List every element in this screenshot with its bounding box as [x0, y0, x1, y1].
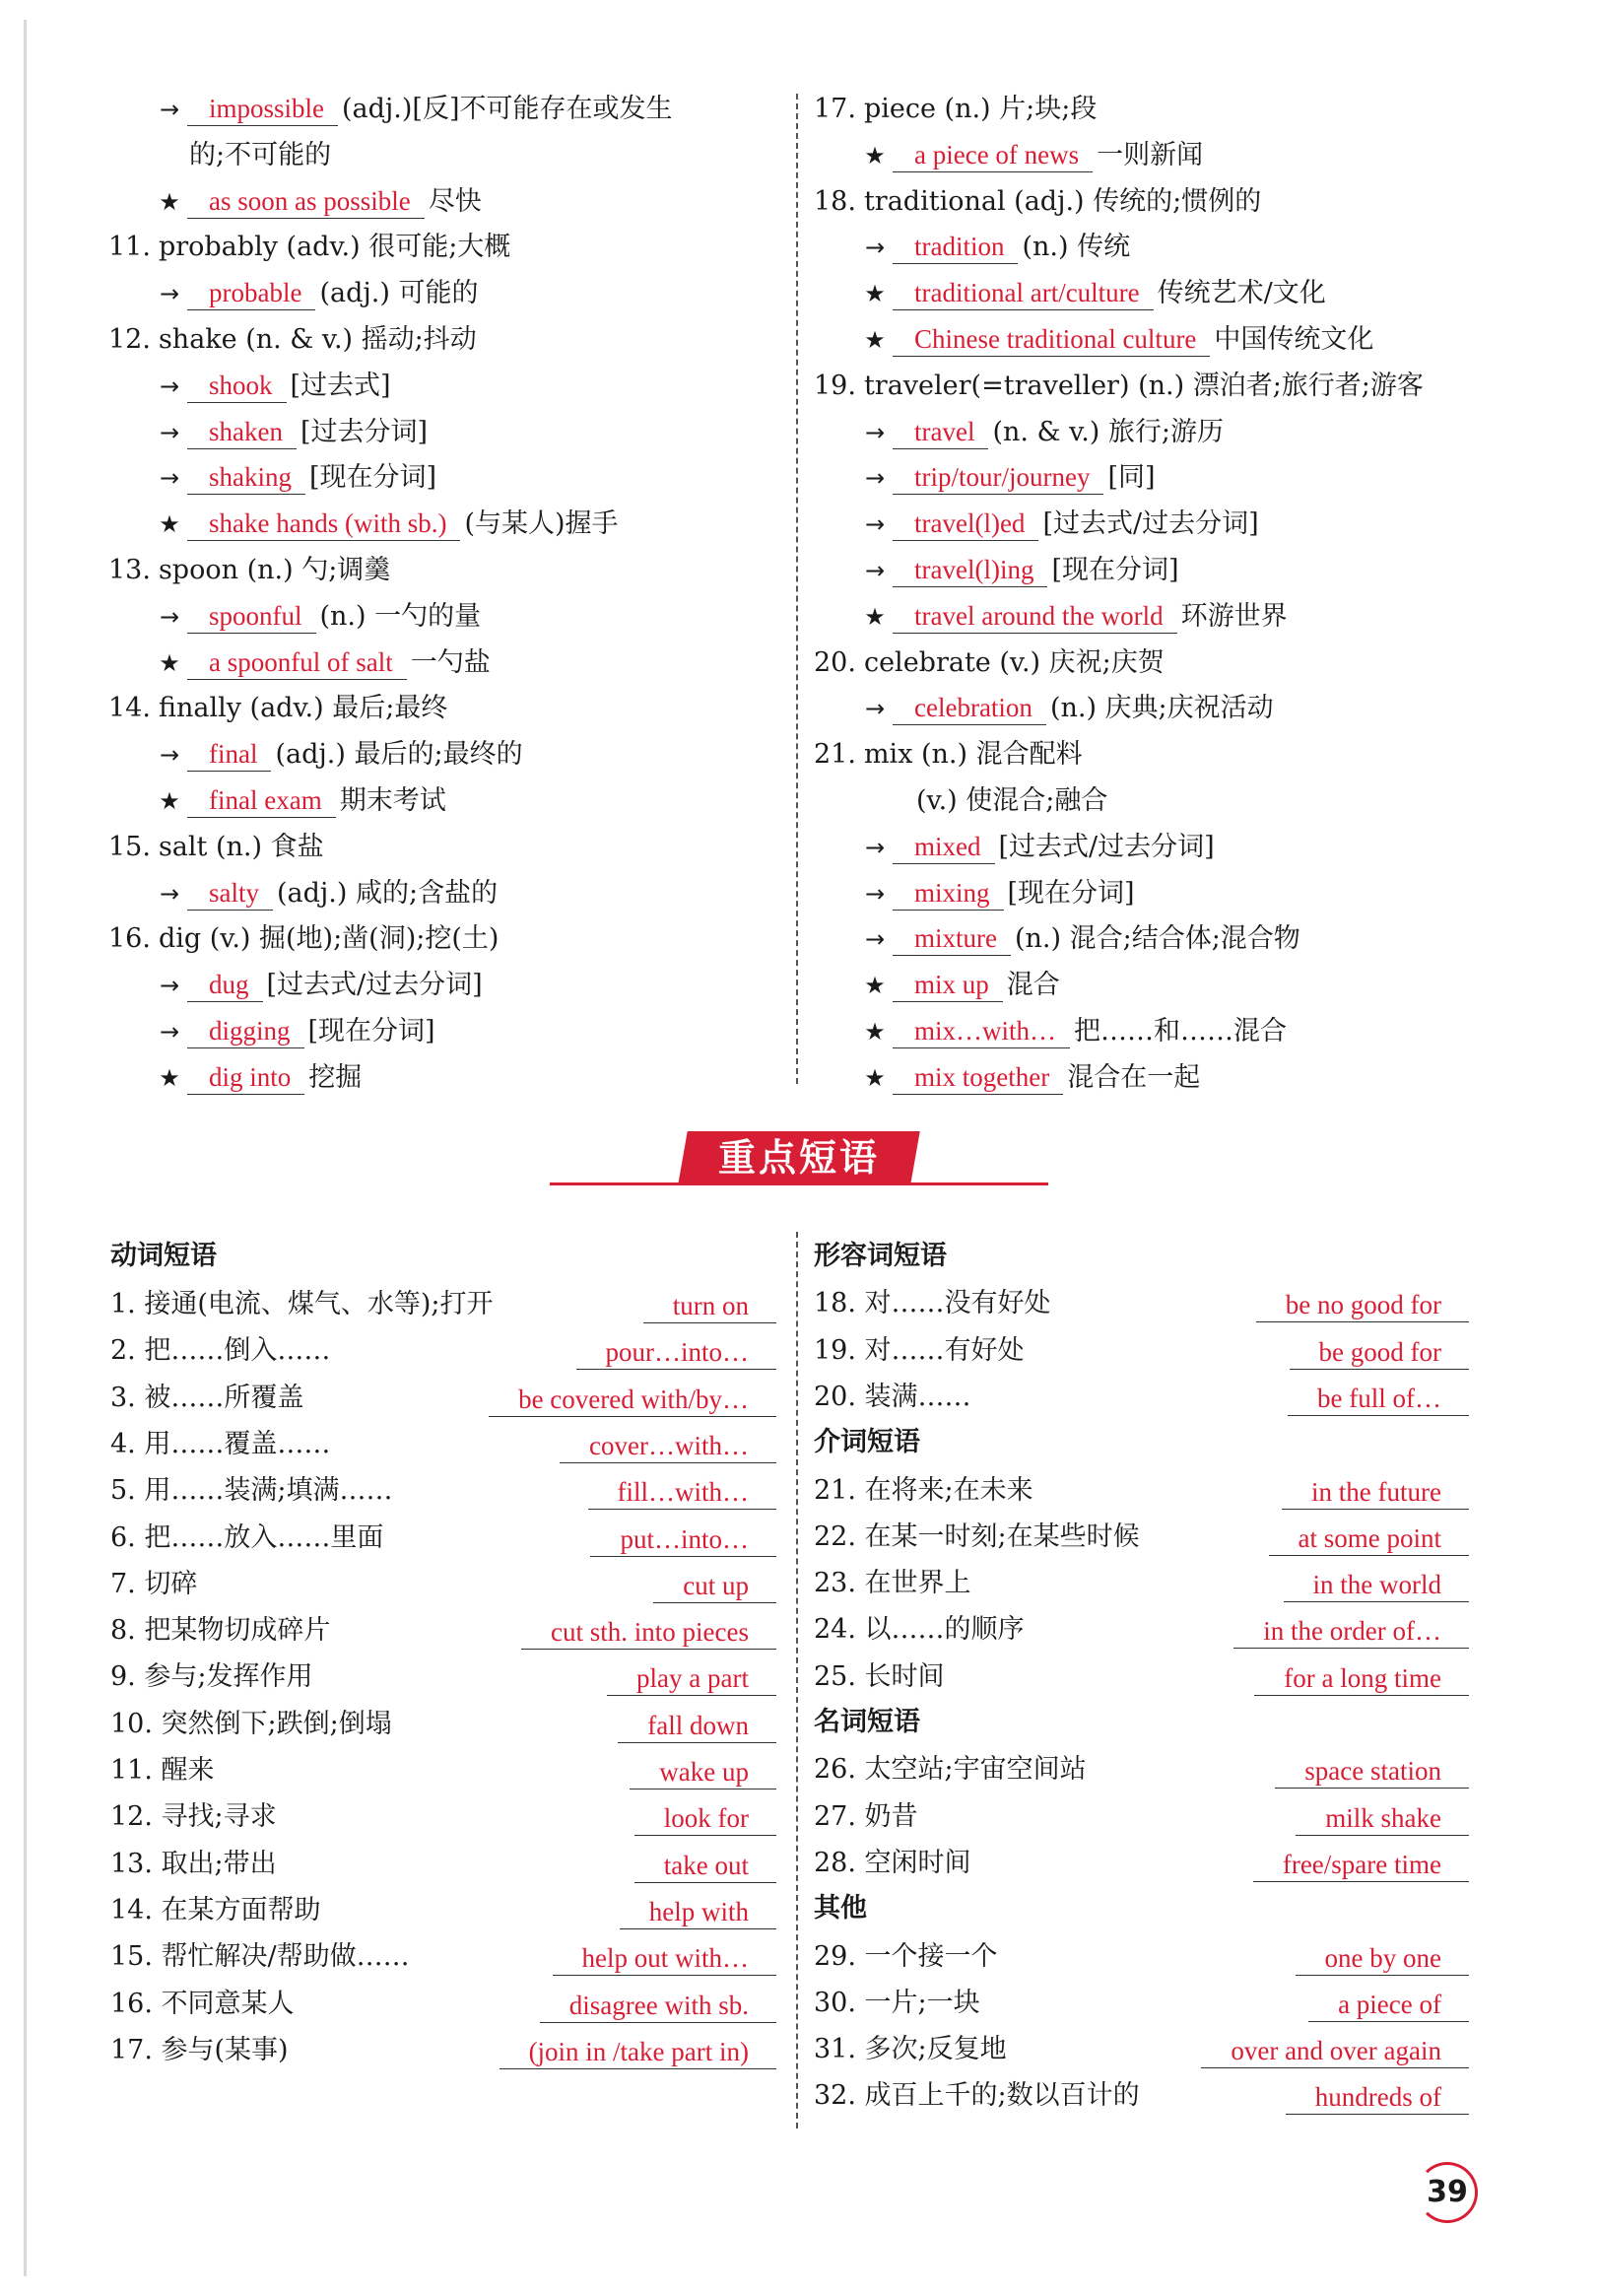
phrase-answer: be good for [1290, 1335, 1469, 1370]
page-edge-rule [24, 20, 27, 2276]
answer-blank: Chinese traditional culture [893, 322, 1210, 357]
vocab-line [814, 225, 1484, 271]
phrase-answer: be no good for [1256, 1288, 1469, 1322]
answer-blank: shaken [187, 415, 297, 449]
vocab-line [814, 87, 1484, 133]
vocab-line [814, 871, 1484, 917]
entry-text: piece (n.) 片;块;段 [863, 94, 1098, 124]
entry-text: 一则新闻 [1097, 139, 1204, 170]
phrase-answer: disagree with sb. [540, 1989, 776, 2023]
phrase-answer: help out with… [553, 1941, 777, 1976]
phrase-chinese: 12. 寻找;寻求 [110, 1801, 277, 1833]
entry-text: [过去式/过去分词] [998, 831, 1215, 862]
phrase-chinese: 25. 长时间 [814, 1660, 945, 1692]
phrase-answer: one by one [1296, 1941, 1469, 1976]
arrow-icon: → [864, 879, 886, 908]
vocab-line [814, 594, 1484, 641]
vocab-line [108, 825, 786, 871]
phrase-row [110, 1981, 776, 2027]
phrase-row [814, 1746, 1469, 1792]
phrase-chinese: 4. 用……覆盖…… [110, 1428, 331, 1459]
entry-text: salt (n.) 食盐 [158, 831, 324, 862]
phrase-chinese: 6. 把……放入……里面 [110, 1521, 384, 1553]
arrow-icon: → [159, 602, 180, 631]
entry-text: 环游世界 [1180, 600, 1288, 632]
vocab-line [108, 871, 786, 917]
vocab-line [814, 641, 1484, 687]
phrase-answer: look for [634, 1801, 776, 1836]
vocab-line [108, 548, 786, 594]
phrase-answer: put…into… [590, 1522, 776, 1557]
entry-text: (v.) 使混合;融合 [916, 784, 1108, 816]
entry-text: 混合 [1006, 970, 1060, 1001]
phrase-chinese: 32. 成百上千的;数以百计的 [814, 2080, 1140, 2112]
phrase-row [110, 1467, 776, 1514]
phrase-answer: play a part [607, 1661, 776, 1696]
vocab-line [814, 410, 1484, 456]
phrase-chinese: 5. 用……装满;填满…… [110, 1475, 393, 1507]
entry-text: [现在分词] [307, 1015, 435, 1047]
phrase-answer: turn on [643, 1289, 776, 1323]
entry-text: 尽快 [428, 185, 482, 217]
phrase-row [110, 1887, 776, 1933]
phrase-chinese: 8. 把某物切成碎片 [110, 1615, 331, 1647]
entry-number: 19. [814, 370, 856, 401]
arrow-icon: → [159, 464, 180, 493]
phrase-chinese: 29. 一个接一个 [814, 1940, 998, 1972]
star-icon: ★ [864, 1063, 886, 1092]
entry-number: 13. [108, 554, 151, 585]
entry-text: 挖掘 [308, 1061, 363, 1093]
answer-blank: tradition [893, 230, 1018, 264]
phrase-row [110, 1841, 776, 1887]
section-banner [550, 1131, 1048, 1190]
arrow-icon: → [159, 371, 180, 400]
entry-text: (adj.) 可能的 [319, 278, 479, 309]
answer-blank: shook [187, 369, 287, 403]
star-icon: ★ [159, 187, 180, 216]
vocab-line [814, 686, 1484, 732]
answer-blank: mix up [893, 968, 1003, 1002]
vocab-line [814, 1055, 1484, 1102]
answer-blank: impossible [187, 92, 338, 126]
entry-text: [同] [1107, 462, 1156, 494]
entry-number: 11. [108, 232, 151, 263]
phrase-category-heading: 名词短语 [814, 1707, 920, 1737]
entry-text: [过去式/过去分词] [266, 970, 483, 1001]
vocab-line [108, 87, 786, 133]
arrow-icon: → [159, 972, 180, 1000]
vocab-line [814, 271, 1484, 317]
phrase-chinese: 11. 醒来 [110, 1755, 215, 1786]
vocab-line [108, 317, 786, 364]
phrase-row [110, 2027, 776, 2073]
phrase-chinese: 13. 取出;带出 [110, 1848, 277, 1879]
entry-text: [现在分词] [1051, 554, 1179, 585]
phrase-answer: be full of… [1288, 1382, 1469, 1416]
vocab-line [814, 455, 1484, 502]
entry-number: 14. [108, 693, 151, 724]
answer-blank: shake hands (with sb.) [187, 506, 460, 541]
answer-blank: travel(l)ed [893, 506, 1038, 541]
phrase-answer: in the world [1284, 1568, 1469, 1602]
answer-blank: trip/tour/journey [893, 460, 1103, 495]
phrase-answer: take out [634, 1849, 776, 1883]
phrase-answer: a piece of [1308, 1988, 1469, 2022]
answer-blank: travel(l)ing [893, 553, 1047, 587]
vocab-line [814, 778, 1484, 825]
phrase-chinese: 7. 切碎 [110, 1568, 198, 1599]
vocab-column-right [814, 87, 1484, 1102]
entry-text: probably (adv.) 很可能;大概 [158, 232, 511, 263]
star-icon: ★ [864, 1017, 886, 1046]
vocab-line [814, 502, 1484, 548]
vocab-line [108, 133, 786, 179]
phrase-chinese: 26. 太空站;宇宙空间站 [814, 1754, 1087, 1786]
vocab-line [814, 963, 1484, 1009]
entry-number: 17. [814, 94, 856, 124]
entry-number: 15. [108, 831, 151, 862]
star-icon: ★ [864, 972, 886, 1000]
vocab-line [108, 410, 786, 456]
entry-text: (n. & v.) 旅行;游历 [992, 416, 1225, 447]
phrase-chinese: 2. 把……倒入…… [110, 1335, 331, 1367]
entry-text: finally (adv.) 最后;最终 [158, 693, 448, 724]
phrase-category-heading: 其他 [814, 1893, 867, 1925]
page-number: 39 [1417, 2162, 1478, 2223]
entry-text: spoon (n.) 勺;调羹 [158, 554, 391, 585]
phrase-answer: space station [1275, 1754, 1469, 1789]
phrase-chinese: 9. 参与;发挥作用 [110, 1661, 313, 1693]
entry-text: (n.) 一勺的量 [319, 600, 482, 632]
phrase-row [110, 1654, 776, 1700]
phrase-row [814, 1933, 1469, 1980]
star-icon: ★ [159, 1063, 180, 1092]
entry-text: [过去式] [290, 370, 391, 401]
phrase-answer: milk shake [1296, 1801, 1469, 1836]
phrase-row [110, 1793, 776, 1840]
star-icon: ★ [864, 280, 886, 308]
vocab-line [108, 179, 786, 226]
star-icon: ★ [159, 510, 180, 539]
vocab-line [108, 641, 786, 687]
phrase-category-heading: 形容词短语 [814, 1241, 947, 1271]
answer-blank: shaking [187, 460, 305, 495]
phrase-chinese: 19. 对……有好处 [814, 1334, 1025, 1366]
vocab-line [814, 548, 1484, 594]
phrase-row [814, 1654, 1469, 1700]
answer-blank: a piece of news [893, 138, 1093, 172]
entry-text: 传统艺术/文化 [1157, 278, 1326, 309]
vocab-line [108, 1055, 786, 1102]
entry-text: (n.) 传统 [1022, 232, 1131, 263]
phrase-answer: over and over again [1201, 2034, 1469, 2068]
phrase-chinese: 21. 在将来;在未来 [814, 1474, 1033, 1506]
phrase-answer: be covered with/by… [489, 1383, 776, 1417]
phrase-answer: for a long time [1254, 1661, 1469, 1696]
phrase-chinese: 1. 接通(电流、煤气、水等);打开 [110, 1289, 494, 1319]
arrow-icon: → [864, 418, 886, 446]
vocab-line [108, 686, 786, 732]
entry-text: (n.) 庆典;庆祝活动 [1049, 693, 1274, 724]
phrase-answer: help with [620, 1895, 776, 1929]
phrase-row [110, 1933, 776, 1980]
phrase-row [814, 1840, 1469, 1886]
vocab-line [814, 825, 1484, 871]
phrase-chinese: 17. 参与(某事) [110, 2034, 289, 2065]
phrase-answer: (join in /take part in) [500, 2035, 776, 2069]
answer-blank: a spoonful of salt [187, 645, 407, 680]
entry-number: 20. [814, 646, 856, 678]
answer-blank: mixed [893, 830, 995, 864]
entry-text: [过去分词] [300, 416, 429, 447]
phrase-chinese: 30. 一片;一块 [814, 1987, 980, 2018]
entry-text: (adj.) 咸的;含盐的 [277, 877, 499, 909]
vocab-line [108, 455, 786, 502]
entry-text: (与某人)握手 [464, 508, 619, 540]
entry-text: [现在分词] [309, 462, 437, 494]
phrase-row [814, 1606, 1469, 1653]
answer-blank: final exam [187, 783, 336, 818]
arrow-icon: → [864, 556, 886, 584]
vocab-line [108, 732, 786, 778]
phrase-answer: cut sth. into pieces [521, 1615, 776, 1650]
phrase-row [110, 1281, 776, 1327]
vocab-line [814, 179, 1484, 226]
answer-blank: travel [893, 415, 988, 449]
phrase-row [814, 1467, 1469, 1514]
phrase-chinese: 22. 在某一时刻;在某些时候 [814, 1520, 1140, 1552]
vocab-line [108, 225, 786, 271]
phrase-row [110, 1327, 776, 1374]
answer-blank: mixture [893, 921, 1011, 956]
answer-blank: salty [187, 876, 273, 911]
arrow-icon: → [864, 234, 886, 262]
arrow-icon: → [864, 464, 886, 493]
phrase-answer: in the future [1282, 1475, 1469, 1510]
phrase-chinese: 3. 被……所覆盖 [110, 1382, 304, 1413]
answer-blank: dug [187, 968, 263, 1002]
phrase-row [814, 1560, 1469, 1606]
phrase-chinese: 28. 空闲时间 [814, 1847, 971, 1878]
arrow-icon: → [159, 418, 180, 446]
phrase-answer: hundreds of [1286, 2080, 1469, 2115]
phrase-chinese: 23. 在世界上 [814, 1568, 971, 1599]
answer-blank: mix…with… [893, 1014, 1070, 1048]
entry-text: (adj.) 最后的;最终的 [275, 739, 523, 771]
phrase-answer: pour…into… [576, 1335, 777, 1370]
star-icon: ★ [864, 602, 886, 631]
entry-number: 21. [814, 739, 856, 771]
entry-text: (adj.)[反]不可能存在或发生 [342, 94, 673, 124]
entry-text: 中国传统文化 [1214, 323, 1374, 355]
arrow-icon: → [864, 925, 886, 954]
phrase-chinese: 15. 帮忙解决/帮助做…… [110, 1941, 410, 1973]
entry-text: traveler(=traveller) (n.) 漂泊者;旅行者;游客 [863, 370, 1424, 401]
phrase-answer: cut up [653, 1569, 776, 1603]
phrase-answer: wake up [630, 1755, 776, 1790]
answer-blank: as soon as possible [187, 184, 425, 219]
vocab-column-left [108, 87, 786, 1102]
phrase-row [814, 1374, 1469, 1420]
phrase-answer: cover…with… [560, 1429, 776, 1463]
phrase-row [814, 2072, 1469, 2119]
phrase-chinese: 14. 在某方面帮助 [110, 1894, 321, 1925]
star-icon: ★ [159, 786, 180, 815]
vocab-line [108, 594, 786, 641]
entry-text: (n.) 混合;结合体;混合物 [1014, 923, 1300, 955]
entry-text: 期末考试 [339, 784, 446, 816]
answer-blank: traditional art/culture [893, 276, 1154, 310]
arrow-icon: → [159, 96, 180, 123]
phrase-category-heading: 介词短语 [814, 1427, 920, 1458]
vocab-line [108, 271, 786, 317]
arrow-icon: → [159, 280, 180, 308]
vocab-line [814, 317, 1484, 364]
entry-text: [现在分词] [1007, 877, 1135, 909]
arrow-icon: → [159, 879, 180, 908]
arrow-icon: → [864, 695, 886, 723]
entry-number: 16. [108, 923, 151, 955]
arrow-icon: → [864, 833, 886, 861]
entry-number: 18. [814, 185, 856, 217]
phrase-row [110, 1375, 776, 1421]
vocab-line [814, 732, 1484, 778]
entry-text: dig (v.) 掘(地);凿(洞);挖(土) [158, 923, 500, 955]
vocab-line [814, 1009, 1484, 1055]
phrase-row [814, 1980, 1469, 2026]
column-divider [796, 94, 798, 1084]
phrase-row [814, 1514, 1469, 1560]
arrow-icon: → [159, 741, 180, 770]
answer-blank: travel around the world [893, 599, 1177, 634]
banner-title: 重点短语 [717, 1136, 880, 1180]
vocab-line [108, 502, 786, 548]
column-divider [796, 1232, 798, 2128]
phrase-chinese: 10. 突然倒下;跌倒;倒塌 [110, 1708, 392, 1739]
entry-text: celebrate (v.) 庆祝;庆贺 [863, 646, 1165, 678]
entry-text: 把……和……混合 [1074, 1015, 1288, 1047]
vocab-line [814, 133, 1484, 179]
answer-blank: spoonful [187, 599, 316, 634]
vocab-line [108, 364, 786, 410]
phrase-row [814, 1280, 1469, 1326]
vocab-line [108, 778, 786, 825]
answer-blank: celebration [893, 691, 1046, 725]
answer-blank: final [187, 737, 271, 772]
answer-blank: dig into [187, 1060, 304, 1095]
phrase-answer: in the order of… [1233, 1614, 1469, 1649]
phrase-chinese: 18. 对……没有好处 [814, 1288, 1051, 1319]
phrase-row [110, 1561, 776, 1607]
phrase-chinese: 24. 以……的顺序 [814, 1614, 1025, 1646]
phrase-answer: fall down [618, 1709, 776, 1743]
vocab-line [814, 916, 1484, 963]
entry-text: traditional (adj.) 传统的;惯例的 [863, 185, 1262, 217]
answer-blank: mix together [893, 1060, 1063, 1095]
phrase-category-heading: 动词短语 [110, 1241, 217, 1271]
phrase-chinese: 31. 多次;反复地 [814, 2034, 1007, 2065]
answer-blank: probable [187, 276, 315, 310]
phrase-answer: free/spare time [1253, 1848, 1469, 1882]
answer-blank: digging [187, 1014, 304, 1048]
arrow-icon: → [864, 510, 886, 539]
phrase-row [110, 1421, 776, 1467]
phrase-answer: fill…with… [588, 1475, 777, 1510]
entry-text: 混合在一起 [1067, 1061, 1201, 1093]
phrase-row [814, 1793, 1469, 1840]
entry-text: 一勺盐 [410, 646, 491, 678]
phrase-row [814, 2026, 1469, 2072]
star-icon: ★ [159, 648, 180, 677]
entry-text: [过去式/过去分词] [1042, 508, 1259, 540]
phrase-row [110, 1607, 776, 1654]
phrase-row [110, 1701, 776, 1747]
phrase-chinese: 20. 装满…… [814, 1381, 971, 1412]
phrase-row [814, 1327, 1469, 1374]
vocab-line [108, 963, 786, 1009]
entry-number: 12. [108, 323, 151, 355]
vocab-line [108, 916, 786, 963]
vocab-line [108, 1009, 786, 1055]
entry-text: 的;不可能的 [189, 139, 332, 170]
vocab-line [814, 364, 1484, 410]
entry-text: shake (n. & v.) 摇动;抖动 [158, 323, 477, 355]
phrase-row [110, 1747, 776, 1793]
phrase-row [110, 1515, 776, 1561]
star-icon: ★ [864, 325, 886, 354]
star-icon: ★ [864, 141, 886, 169]
entry-text: mix (n.) 混合配料 [863, 739, 1083, 771]
phrase-chinese: 27. 奶昔 [814, 1800, 918, 1832]
phrase-answer: at some point [1269, 1521, 1469, 1556]
phrase-chinese: 16. 不同意某人 [110, 1988, 295, 2019]
arrow-icon: → [159, 1017, 180, 1046]
answer-blank: mixing [893, 876, 1004, 911]
